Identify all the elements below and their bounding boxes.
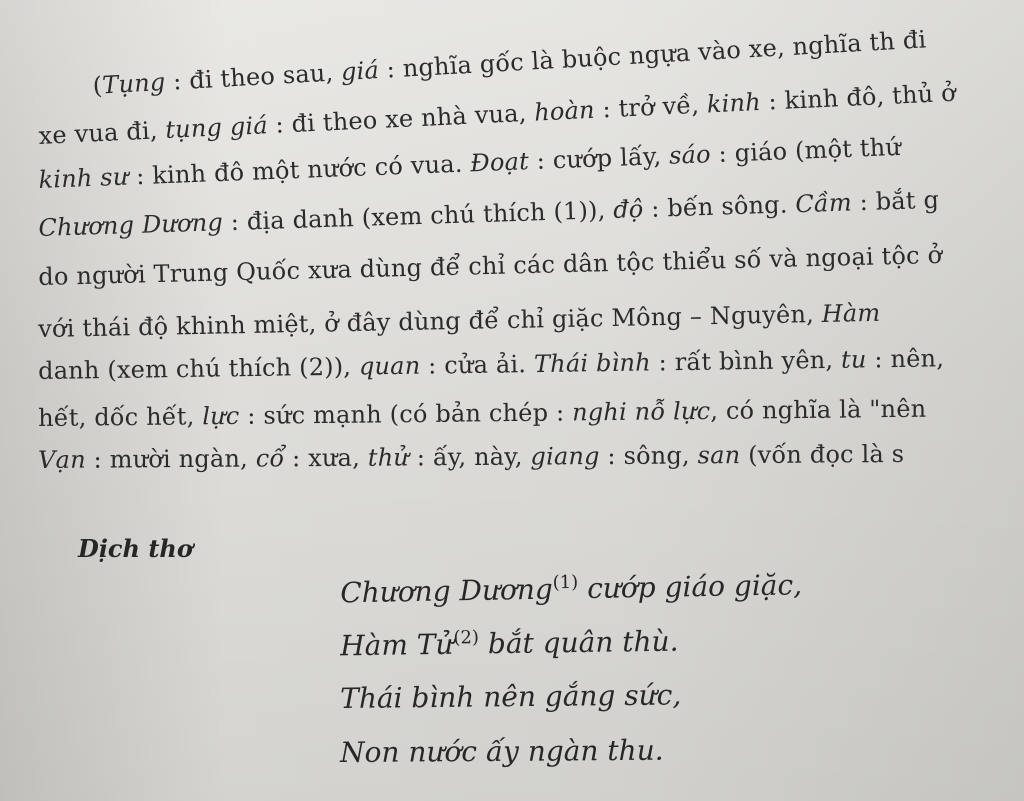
- note-segment: Tụng: [101, 67, 167, 100]
- note-segment: giá: [340, 56, 380, 87]
- note-segment: : địa danh (xem chú thích (1)),: [222, 195, 614, 237]
- note-segment: : nghĩa gốc là buộc ngựa vào xe, nghĩa: [378, 28, 871, 84]
- note-segment: : cướp lấy,: [528, 141, 670, 176]
- note-segment: Hàm: [821, 298, 881, 328]
- poem-line: [340, 734, 664, 769]
- note-segment: (vốn đọc là s: [740, 439, 905, 470]
- note-segment: Cầm: [794, 188, 853, 219]
- note-segment: sáo: [668, 140, 712, 170]
- note-segment: : trở về,: [593, 90, 708, 124]
- note-segment: : đi theo sau,: [164, 58, 342, 96]
- note-segment: tụng giá: [164, 111, 269, 144]
- note-segment: : nên,: [866, 344, 945, 374]
- note-segment: : bến sông.: [642, 190, 796, 223]
- note-segment: : kinh đô, thủ ở: [760, 78, 957, 116]
- note-segment: giang: [530, 442, 600, 471]
- note-segment: : xưa,: [284, 443, 368, 473]
- poem-line: [340, 678, 681, 715]
- note-segment: : bắt g: [851, 185, 940, 217]
- note-segment: do người Trung Quốc xưa dùng để chỉ các dân tộc thiểu số và ngoại tộc ở: [38, 240, 943, 291]
- poem-title: Dịch thơ: [78, 534, 193, 563]
- note-segment: (: [92, 71, 104, 100]
- note-segment: kinh sư: [38, 162, 129, 194]
- note-segment: : kinh đô một nước có vua.: [127, 149, 471, 191]
- note-segment: danh (xem chú thích (2)),: [38, 352, 360, 385]
- poem-text-after: bắt quân thù.: [478, 624, 679, 661]
- poem-line: [340, 624, 679, 662]
- note-segment: tu: [840, 345, 867, 374]
- poem-text-after: cướp giáo giặc,: [577, 568, 803, 606]
- note-segment: : sông,: [599, 441, 698, 471]
- poem-text-before: Hàm Tử: [340, 627, 454, 663]
- note-segment: th: [868, 27, 896, 57]
- note-segment: : cửa ải.: [420, 350, 535, 380]
- note-segment: quan: [358, 351, 421, 381]
- note-segment: lực: [202, 401, 240, 431]
- note-segment: hết, dốc hết,: [38, 402, 203, 432]
- note-segment: hoàn: [533, 95, 596, 127]
- poem-text-before: Chương Dương: [340, 572, 554, 610]
- poem-text-before: Non nước ấy ngàn thu.: [340, 733, 664, 769]
- note-segment: xe vua đi,: [38, 116, 167, 150]
- poem-text-before: Thái bình nên gắng sức,: [340, 678, 682, 715]
- poem-line: [340, 568, 802, 609]
- note-segment: kinh: [706, 87, 762, 119]
- note-segment: Chương Dương: [38, 208, 224, 242]
- note-segment: Đoạt: [469, 147, 530, 178]
- note-segment: : giáo (một thứ: [710, 132, 902, 169]
- note-segment: nghi nỗ lực: [571, 396, 711, 427]
- note-segment: độ: [612, 194, 644, 224]
- note-segment: với thái độ khinh miệt, ở đây dùng để chỉ giặc Mông – Nguyên,: [38, 299, 823, 343]
- note-segment: thử: [367, 443, 410, 472]
- note-segment: san: [697, 441, 741, 470]
- note-segment: cổ: [255, 444, 285, 473]
- footnote-superscript: (2): [453, 627, 480, 649]
- note-segment: đi: [894, 25, 927, 56]
- note-segment: Vạn: [38, 445, 86, 474]
- footnote-superscript: (1): [552, 571, 579, 594]
- note-segment: , có nghĩa là "nên: [710, 394, 927, 425]
- note-segment: : ấy, này,: [408, 442, 531, 472]
- note-segment: : đi theo xe nhà vua,: [267, 98, 535, 140]
- note-segment: : sức mạnh (có bản chép :: [239, 398, 573, 430]
- note-segment: : mười ngàn,: [85, 444, 256, 474]
- note-segment: Thái bình: [533, 348, 652, 379]
- note-segment: : rất bình yên,: [650, 345, 842, 377]
